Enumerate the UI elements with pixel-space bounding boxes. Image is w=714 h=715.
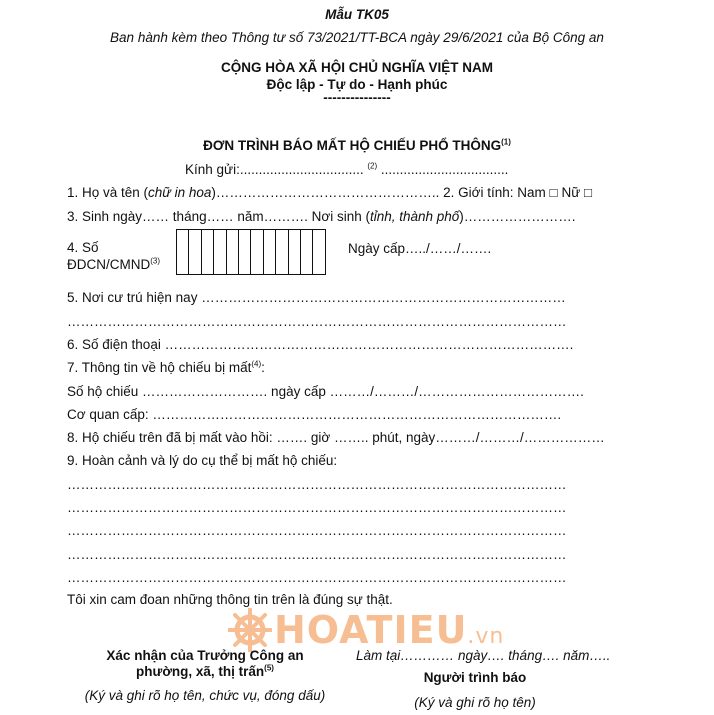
issuing-circular: Ban hành kèm theo Thông tư số 73/2021/TT-BCA ngày 29/6/2021 của Bộ Công an: [110, 30, 604, 45]
phone-line[interactable]: 6. Số điện thoại ……………………………………………………………………………….: [67, 337, 574, 352]
title-footnote: (1): [501, 137, 511, 147]
police-confirmation-title-line-2: [100, 664, 310, 679]
birth-label-c: )…………………….: [459, 209, 576, 224]
full-name-label-c: )………………………………………….. 2. Giới tính: Nam □ Nữ □: [211, 185, 593, 200]
birth-label-a: 3. Sinh ngày…… tháng…… năm………. Nơi sinh (: [67, 209, 370, 224]
reporter-signature-hint: (Ký và ghi rõ họ tên): [414, 695, 536, 710]
circumstances-heading: 9. Hoàn cảnh và lý do cụ thể bị mất hộ chiếu:: [67, 453, 338, 468]
circumstances-blank-4[interactable]: …………………………………………………………………………………………………: [67, 547, 567, 562]
addressee-label: Kính gửi:.................................: [185, 162, 364, 177]
passport-info-label: 7. Thông tin về hộ chiếu bị mất: [67, 360, 252, 375]
place-date-line[interactable]: Làm tại………… ngày…. tháng…. năm…..: [356, 648, 611, 663]
id-digit-box[interactable]: [227, 229, 239, 275]
id-label-1: 4. Số: [67, 240, 99, 255]
police-signature-hint: (Ký và ghi rõ họ tên, chức vụ, đóng dấu): [84, 688, 326, 703]
id-digit-box[interactable]: [313, 229, 325, 275]
ship-wheel-icon: [228, 608, 272, 652]
addressee-dots: ..................................: [380, 162, 509, 177]
circumstances-blank-5[interactable]: …………………………………………………………………………………………………: [67, 570, 567, 585]
id-digit-box[interactable]: [177, 229, 189, 275]
passport-info-footnote: (4): [251, 359, 262, 369]
id-issue-date[interactable]: Ngày cấp…../……/…….: [348, 241, 492, 256]
addressee-footnote: (2): [367, 161, 378, 171]
full-name-label-a: 1. Họ và tên (: [67, 185, 149, 200]
national-motto: Độc lập - Tự do - Hạnh phúc: [266, 77, 448, 92]
residence-continuation[interactable]: …………………………………………………………………………………………………: [67, 314, 567, 329]
declaration: Tôi xin cam đoan những thông tin trên là đúng sự thật.: [67, 592, 393, 607]
id-digit-box[interactable]: [301, 229, 313, 275]
id-digit-box[interactable]: [251, 229, 263, 275]
full-name-gender-line[interactable]: [67, 185, 592, 200]
watermark-brand: HOATIEU: [274, 608, 468, 652]
birth-line[interactable]: [67, 209, 576, 224]
document-title: [0, 138, 714, 153]
id-footnote: (3): [150, 256, 161, 266]
lost-time-line[interactable]: 8. Hộ chiếu trên đã bị mất vào hồi: ……. giờ …….. phút, ngày………/………/………………: [67, 430, 605, 445]
id-digit-box[interactable]: [289, 229, 301, 275]
id-digit-box[interactable]: [239, 229, 251, 275]
id-number-grid[interactable]: [176, 229, 326, 275]
id-digit-box[interactable]: [189, 229, 201, 275]
police-confirmation-title-1: Xác nhận của Trưởng Công an: [106, 648, 304, 663]
watermark-suffix: .vn: [467, 624, 505, 649]
country-name: CỘNG HÒA XÃ HỘI CHỦ NGHĨA VIỆT NAM: [220, 60, 493, 75]
circumstances-blank-1[interactable]: …………………………………………………………………………………………………: [67, 477, 567, 492]
passport-info-heading: [67, 360, 265, 375]
circumstances-blank-3[interactable]: …………………………………………………………………………………………………: [67, 523, 567, 538]
id-digit-box[interactable]: [276, 229, 288, 275]
full-name-hint: chữ in hoa: [148, 185, 212, 200]
police-confirmation-title-2: phường, xã, thị trấn: [136, 664, 265, 679]
id-label-2: ĐDCN/CMND: [67, 257, 151, 272]
issuing-authority-line[interactable]: Cơ quan cấp: ……………………………………………………………………………….: [67, 407, 562, 422]
passport-info-colon: :: [261, 360, 265, 375]
addressee-line: [185, 162, 508, 177]
birthplace-hint: tỉnh, thành phố: [369, 209, 460, 224]
residence-line[interactable]: 5. Nơi cư trú hiện nay ………………………………………………………………………: [67, 290, 566, 305]
document-title-text: ĐƠN TRÌNH BÁO MẤT HỘ CHIẾU PHỔ THÔNG: [203, 138, 502, 153]
id-label-line-2: [67, 257, 160, 272]
motto-separator: ---------------: [323, 90, 391, 105]
reporter-title: Người trình báo: [423, 670, 527, 685]
police-footnote: (5): [264, 663, 274, 673]
circumstances-blank-2[interactable]: …………………………………………………………………………………………………: [67, 500, 567, 515]
passport-number-line[interactable]: Số hộ chiếu ………………………. ngày cấp ………/………/……………………………….: [67, 384, 584, 399]
form-code: Mẫu TK05: [325, 7, 389, 22]
id-digit-box[interactable]: [214, 229, 226, 275]
id-digit-box[interactable]: [202, 229, 214, 275]
id-digit-box[interactable]: [264, 229, 276, 275]
watermark-text: [274, 608, 504, 652]
